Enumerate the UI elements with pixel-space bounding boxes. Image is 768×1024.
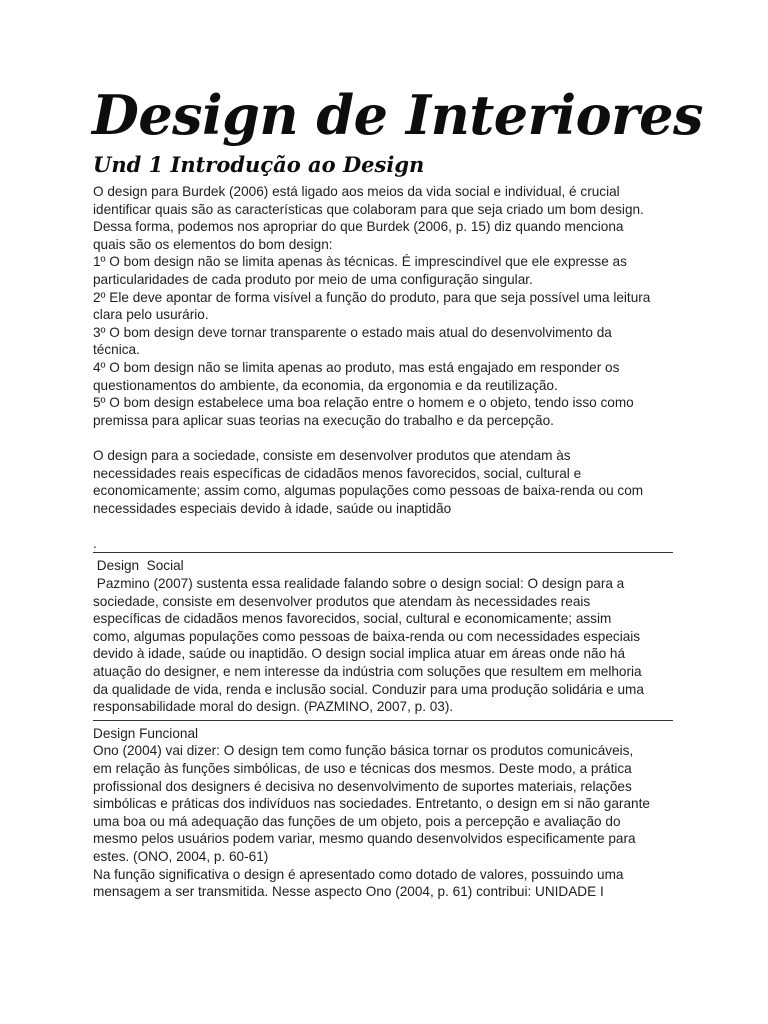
text-line: 1º O bom design não se limita apenas às técnicas. É imprescindível que ele expresse as: [93, 254, 627, 270]
document-body: [93, 183, 683, 901]
text-line: Na função significativa o design é apresentado como dotado de valores, possuindo uma: [93, 866, 624, 882]
design-social-section: [93, 557, 683, 715]
text-line: técnica.: [93, 342, 140, 358]
unit-subtitle: Und 1 Introdução ao Design: [93, 152, 425, 177]
text-line: específicas de cidadãos menos favorecidos, social, cultural e economicamente; assim: [93, 611, 612, 627]
text-line: particularidades de cada produto por meio de uma configuração singular.: [93, 271, 533, 287]
text-line: uma boa ou má adequação das funções de um objeto, pois a percepção e avaliação do: [93, 813, 621, 829]
intro-paragraph: [93, 183, 683, 429]
text-line: mensagem a ser transmitida. Nesse aspecto Ono (2004, p. 61) contribui: UNIDADE I: [93, 884, 604, 900]
text-line: sociedade, consiste em desenvolver produtos que atendam às necessidades reais: [93, 593, 591, 609]
section-heading-social: Design Social: [93, 558, 184, 574]
text-line: Pazmino (2007) sustenta essa realidade falando sobre o design social: O design para a: [93, 576, 625, 592]
text-line: 4º O bom design não se limita apenas ao produto, mas está engajado em responder os: [93, 359, 620, 375]
text-line: estes. (ONO, 2004, p. 60-61): [93, 848, 269, 864]
text-line: premissa para aplicar suas teorias na execução do trabalho e da percepção.: [93, 412, 554, 428]
text-line: responsabilidade moral do design. (PAZMINO, 2007, p. 03).: [93, 699, 454, 715]
text-line: clara pelo usurário.: [93, 307, 209, 323]
text-line: atuação do designer, e nem interesse da indústria com soluções que resultem em melhoria: [93, 664, 642, 680]
text-line: da qualidade de vida, renda e inclusão social. Conduzir para uma produção solidária e uma: [93, 681, 644, 697]
text-line: devido à idade, saúde ou inaptidão. O design social implica atuar em áreas onde não há: [93, 646, 626, 662]
text-line: quais são os elementos do bom design:: [93, 236, 333, 252]
section-heading-functional: Design Funcional: [93, 725, 199, 741]
text-line: O design para Burdek (2006) está ligado aos meios da vida social e individual, é crucial: [93, 184, 620, 199]
text-line: mesmo pelos usuários podem variar, mesmo quando desenvolvidos especificamente para: [93, 831, 636, 847]
text-line: necessidades especiais devido à idade, saúde ou inaptidão: [93, 500, 452, 516]
text-line: 3º O bom design deve tornar transparente o estado mais atual do desenvolvimento da: [93, 324, 612, 340]
text-line: identificar quais são as características que colaboram para que seja criado um bom design.: [93, 201, 644, 217]
text-line: 5º O bom design estabelece uma boa relação entre o homem e o objeto, tendo isso como: [93, 395, 634, 411]
text-line: economicamente; assim como, algumas populações como pessoas de baixa-renda ou com: [93, 483, 644, 499]
paragraph-gap: [93, 429, 683, 447]
text-line: profissional dos designers é decisiva no desenvolvimento de suportes materiais, relações: [93, 778, 632, 794]
text-line: como, algumas populações como pessoas de baixa-renda ou com necessidades especiais: [93, 628, 641, 644]
text-line: Ono (2004) vai dizer: O design tem como função básica tornar os produtos comunicáveis,: [93, 743, 634, 759]
text-line: questionamentos do ambiente, da economia, da ergonomia e da reutilização.: [93, 377, 558, 393]
text-line: em relação às funções simbólicas, de uso e técnicas dos mesmos. Deste modo, a prática: [93, 761, 632, 776]
society-paragraph: [93, 447, 683, 517]
stray-dot: .: [93, 535, 97, 551]
text-line: O design para a sociedade, consiste em desenvolver produtos que atendam às: [93, 447, 571, 463]
text-line: 2º Ele deve apontar de forma visível a função do produto, para que seja possível uma leitura: [93, 289, 651, 305]
horizontal-rule: [93, 552, 673, 553]
text-line: necessidades reais específicas de cidadãos menos favorecidos, social, cultural e: [93, 465, 582, 481]
horizontal-rule: [93, 720, 673, 721]
paragraph-gap: [93, 517, 683, 535]
design-functional-section: [93, 725, 683, 901]
text-line: simbólicas e práticas dos indivíduos nas sociedades. Entretanto, o design em si não garante: [93, 796, 650, 812]
text-line: Dessa forma, podemos nos apropriar do que Burdek (2006, p. 15) diz quando menciona: [93, 219, 624, 235]
page-title: Design de Interiores: [92, 83, 703, 147]
